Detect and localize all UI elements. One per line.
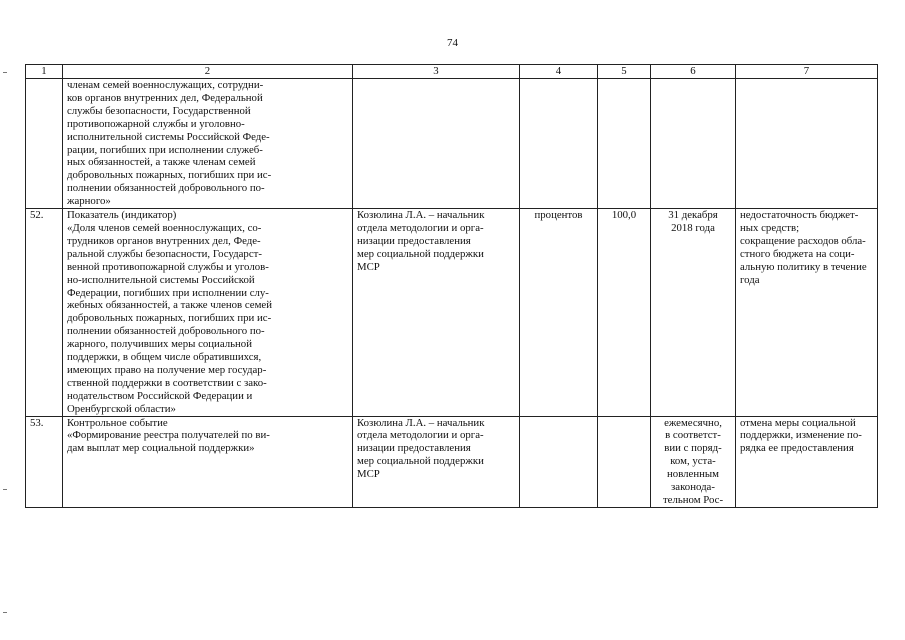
row-number-cell xyxy=(26,79,63,209)
text-line: службы безопасности, Государственной xyxy=(67,104,251,117)
text-line: МСР xyxy=(357,468,380,481)
text-line: рядка ее предоставления xyxy=(740,442,854,455)
text-line: сокращение расходов обла- xyxy=(740,234,866,247)
text-line: мер социальной поддержки xyxy=(357,247,484,260)
deadline-cell xyxy=(651,209,736,417)
text-line: имеющих право на получение мер государ- xyxy=(67,363,267,376)
text-line: ков органов внутренних дел, Федеральной xyxy=(67,91,263,104)
page-number: 74 xyxy=(447,37,458,49)
unit-cell: процентов xyxy=(520,209,598,417)
text-line: Показатель (индикатор) xyxy=(67,209,177,222)
header-row xyxy=(26,65,878,79)
text-line: 31 декабря xyxy=(668,209,718,222)
text-line: поддержки, в общем числе обратившихся, xyxy=(67,351,262,364)
value-cell xyxy=(598,79,651,209)
text-line: Козюлина Л.А. – начальник xyxy=(357,209,485,222)
text-line: исполнительной системы Российской Феде- xyxy=(67,130,270,143)
text-line: Оренбургской области» xyxy=(67,402,176,415)
text-line: законода- xyxy=(671,481,715,494)
text-line: Козюлина Л.А. – начальник xyxy=(357,416,485,429)
header-cell-2: 2 xyxy=(63,65,353,79)
table-row-53 xyxy=(26,416,878,507)
text-line: новленным xyxy=(667,468,719,481)
description-cell xyxy=(63,209,353,417)
header-cell-4: 4 xyxy=(520,65,598,79)
text-line: ком, уста- xyxy=(670,455,716,468)
margin-mark xyxy=(3,489,7,490)
text-line: трудников органов внутренних дел, Феде- xyxy=(67,234,261,247)
text-line: «Доля членов семей военнослужащих, со- xyxy=(67,221,262,234)
row-number-cell: 53. xyxy=(26,416,63,507)
text-line: вии с поряд- xyxy=(664,442,722,455)
text-line: полнении обязанностей добровольного по- xyxy=(67,182,265,195)
unit-cell xyxy=(520,416,598,507)
unit-cell xyxy=(520,79,598,209)
header-cell-6: 6 xyxy=(651,65,736,79)
text-line: недостаточность бюджет- xyxy=(740,209,859,222)
text-line: рации, погибших при исполнении служеб- xyxy=(67,143,263,156)
text-line: венной противопожарной службы и уголов- xyxy=(67,260,269,273)
text-line: поддержки, изменение по- xyxy=(740,429,862,442)
text-line: отдела методологии и орга- xyxy=(357,429,484,442)
header-cell-1: 1 xyxy=(26,65,63,79)
text-line: тельном Рос- xyxy=(662,494,724,506)
text-line: низации предоставления xyxy=(357,234,471,247)
deadline-cell xyxy=(651,79,736,209)
text-line: противопожарной службы и уголовно- xyxy=(67,117,245,130)
text-line: но-исполнительной системы Российской xyxy=(67,273,255,286)
text-line: мер социальной поддержки xyxy=(357,455,484,468)
responsible-cell xyxy=(353,416,520,507)
text-line: стного бюджета на соци- xyxy=(740,247,855,260)
text-line: членам семей военнослужащих, сотрудни- xyxy=(67,79,264,91)
text-line: ных обязанностей, а также членам семей xyxy=(67,156,256,169)
text-line: добровольных пожарных, погибших при ис- xyxy=(67,169,272,182)
text-line: полнении обязанностей добровольного по- xyxy=(67,325,265,338)
header-cell-7: 7 xyxy=(736,65,878,79)
margin-mark xyxy=(3,72,7,73)
table-row-continuation xyxy=(26,79,878,209)
text-line: отдела методологии и орга- xyxy=(357,221,484,234)
text-line: жарного» xyxy=(67,195,111,208)
description-cell xyxy=(63,416,353,507)
margin-mark xyxy=(3,612,7,613)
text-line: ежемесячно, xyxy=(664,416,722,429)
deadline-cell xyxy=(651,416,736,507)
text-line: ственной поддержки в соответствии с зако- xyxy=(67,376,267,389)
text-line: альную политику в течение xyxy=(740,260,867,273)
text-line: года xyxy=(740,273,760,286)
text-line: МСР xyxy=(357,260,380,273)
text-line: добровольных пожарных, погибших при ис- xyxy=(67,312,272,325)
value-cell: 100,0 xyxy=(598,209,651,417)
text-line: Контрольное событие xyxy=(67,416,168,429)
document-table xyxy=(25,64,878,508)
value-cell xyxy=(598,416,651,507)
description-cell xyxy=(63,79,353,209)
text-line: низации предоставления xyxy=(357,442,471,455)
text-line: жебных обязанностей, а также членов семей xyxy=(67,299,272,312)
risks-cell xyxy=(736,79,878,209)
text-line: жарного, получивших меры социальной xyxy=(67,338,252,351)
text-line: нодательством Российской Федерации и xyxy=(67,389,253,402)
risks-cell xyxy=(736,209,878,417)
text-line: отмена меры социальной xyxy=(740,416,856,429)
responsible-cell xyxy=(353,79,520,209)
risks-cell xyxy=(736,416,878,507)
text-line: ральной службы безопасности, Государст- xyxy=(67,247,262,260)
responsible-cell xyxy=(353,209,520,417)
row-number-cell: 52. xyxy=(26,209,63,417)
table-row-52 xyxy=(26,209,878,417)
text-line: ных средств; xyxy=(740,221,800,234)
header-cell-3: 3 xyxy=(353,65,520,79)
header-cell-5: 5 xyxy=(598,65,651,79)
text-line: дам выплат мер социальной поддержки» xyxy=(67,442,255,455)
text-line: Федерации, погибших при исполнении слу- xyxy=(67,286,269,299)
text-line: «Формирование реестра получателей по ви- xyxy=(67,429,270,442)
text-line: 2018 года xyxy=(671,221,715,234)
text-line: в соответст- xyxy=(665,429,721,442)
